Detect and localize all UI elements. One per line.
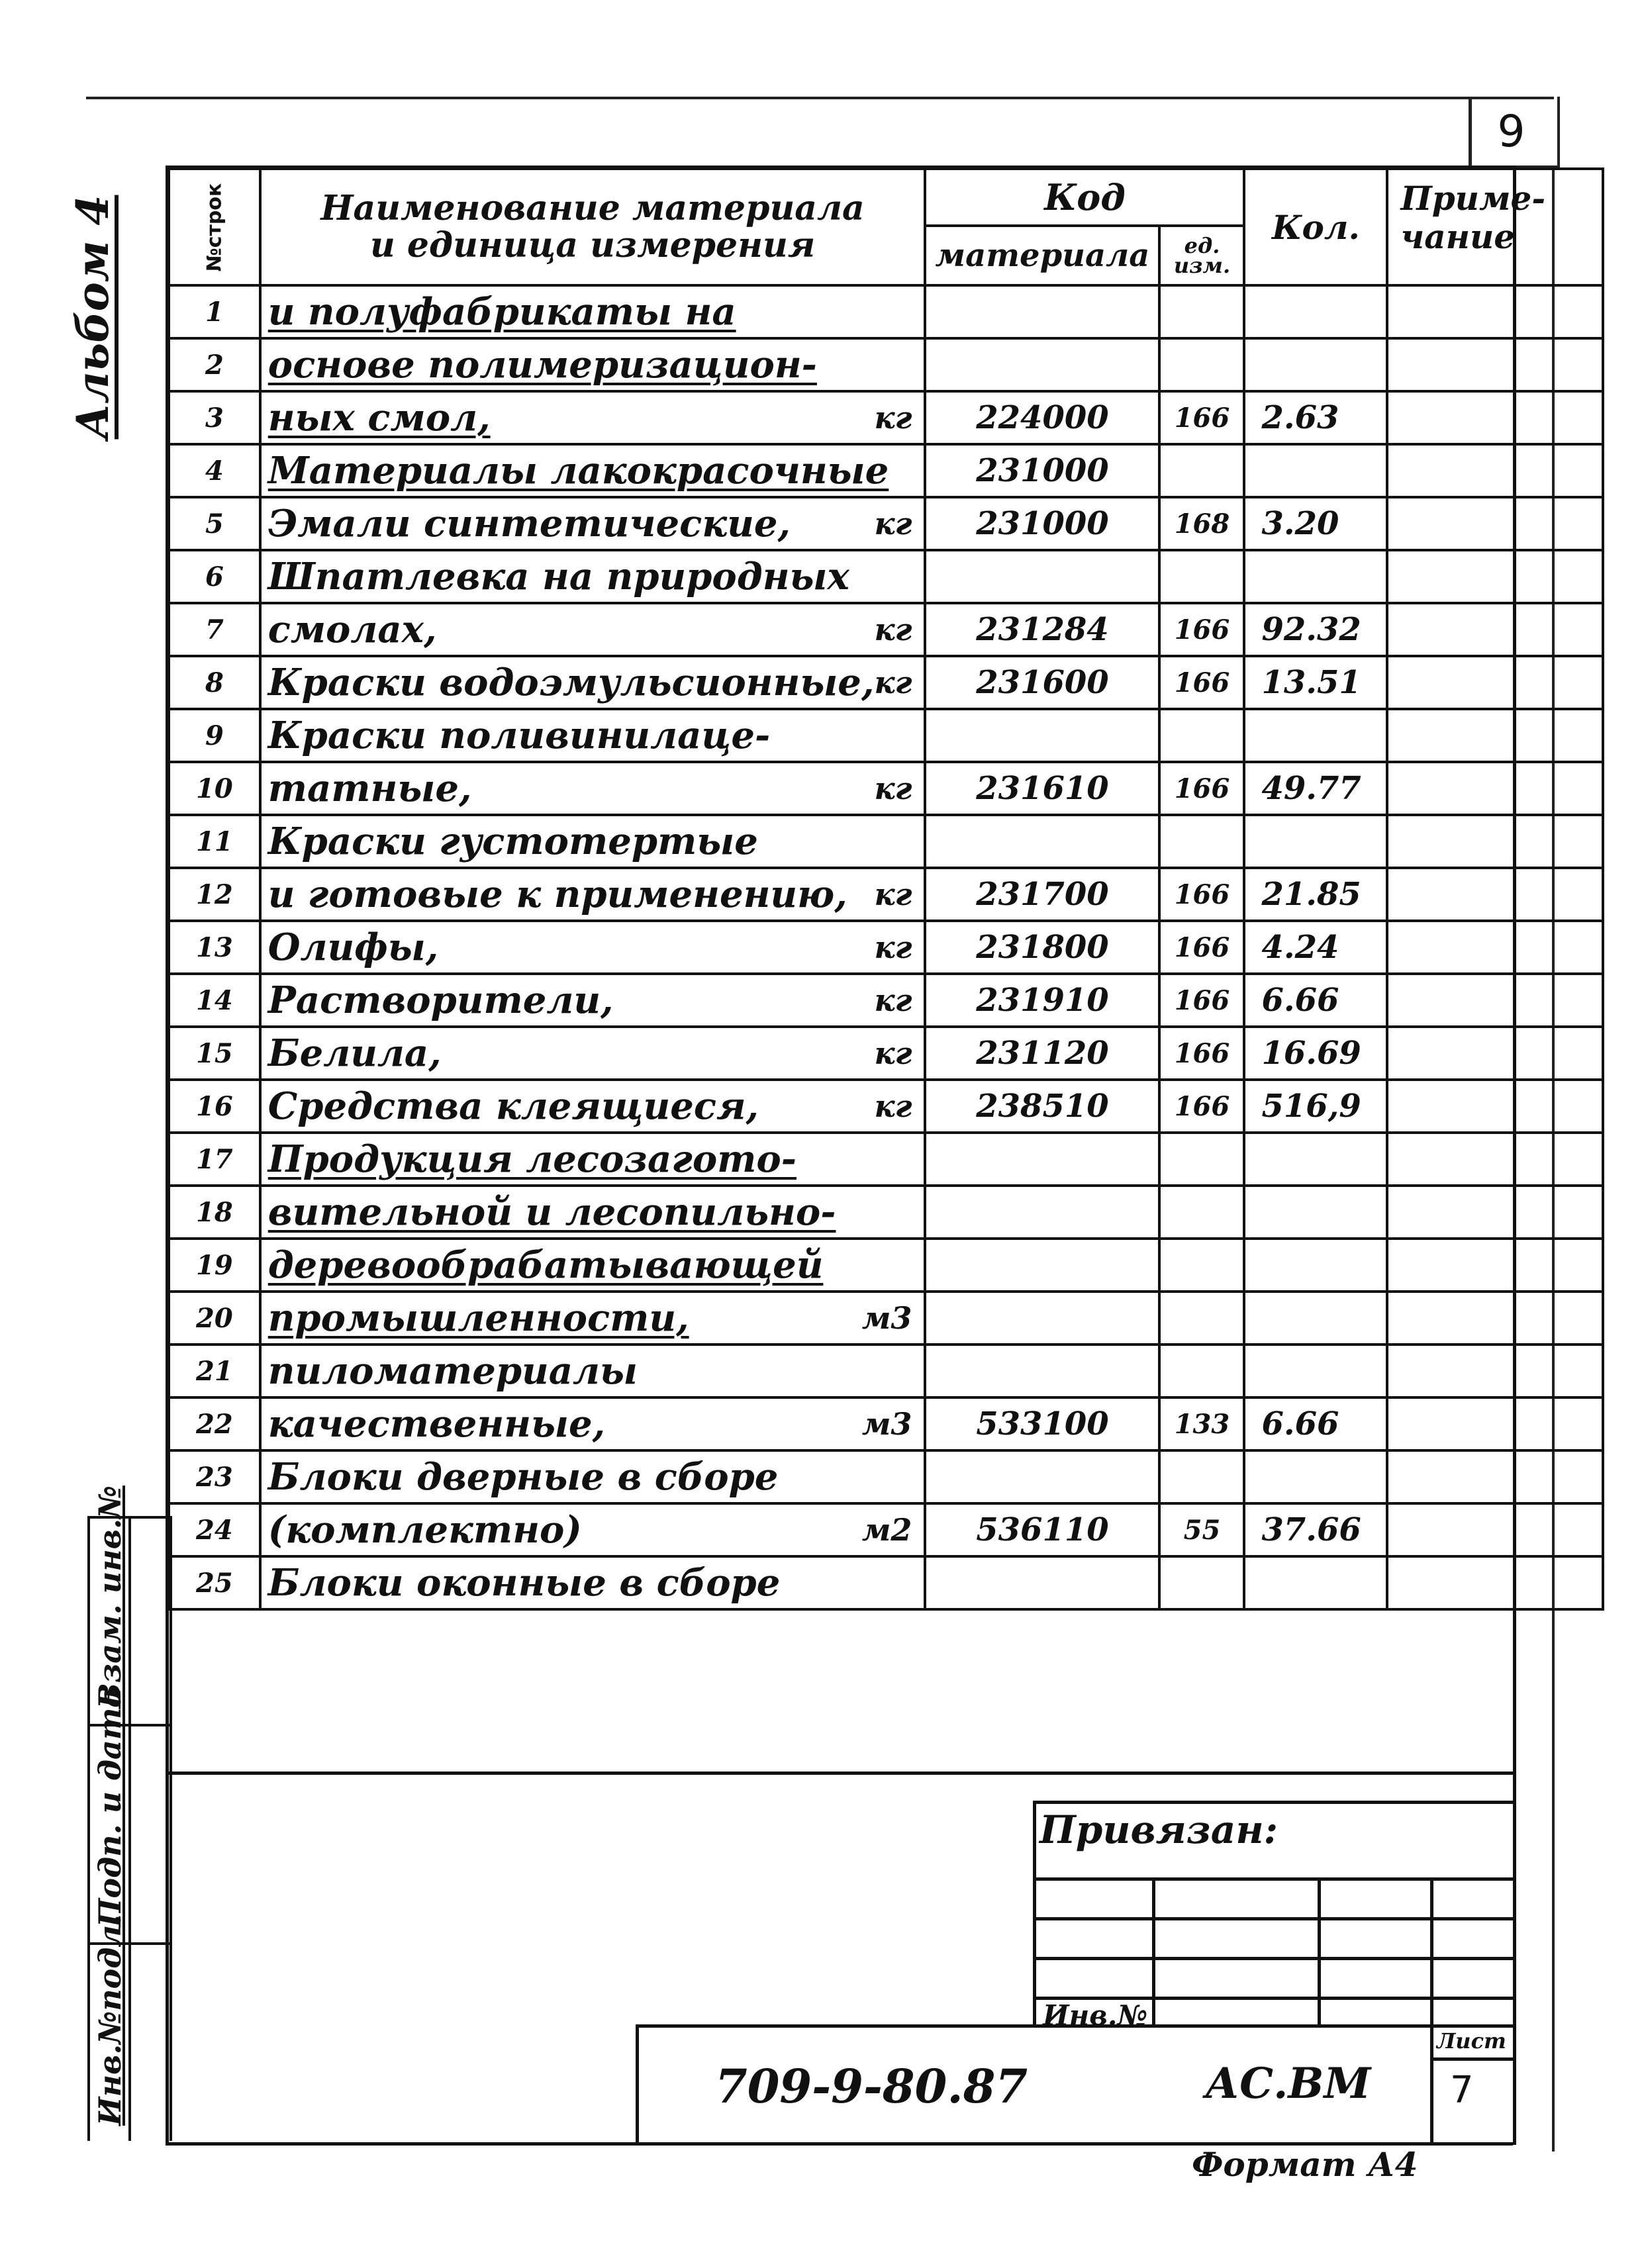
material-name-cell <box>260 709 926 762</box>
row-number: 14 <box>169 974 260 1027</box>
note-cell <box>1387 1027 1603 1080</box>
note-cell <box>1387 1503 1603 1556</box>
header-quantity: Кол. <box>1244 169 1387 285</box>
material-code <box>925 1186 1159 1239</box>
material-name-cell <box>260 1027 926 1080</box>
material-name: Краски густотертые <box>267 820 758 863</box>
table-row <box>169 1503 1603 1556</box>
row-number: 7 <box>169 603 260 656</box>
table-row <box>169 1133 1603 1186</box>
quantity <box>1244 338 1387 391</box>
material-name-cell <box>260 1397 926 1450</box>
quantity <box>1244 1292 1387 1345</box>
material-code <box>925 709 1159 762</box>
header-unit-code: ед. изм. <box>1159 226 1244 285</box>
measure-unit: кг <box>874 929 912 965</box>
material-name-cell <box>260 550 926 603</box>
table-row <box>169 1027 1603 1080</box>
material-name: качественные, <box>267 1402 606 1446</box>
measure-unit: кг <box>874 1088 912 1124</box>
note-cell <box>1387 974 1603 1027</box>
material-name: Блоки оконные в сборе <box>267 1561 781 1605</box>
quantity: 2.63 <box>1244 391 1387 444</box>
table-row <box>169 603 1603 656</box>
material-code <box>925 1292 1159 1345</box>
material-code <box>925 815 1159 868</box>
material-name: и готовые к применению, <box>267 873 847 916</box>
stamp-attach-left <box>1033 1801 1036 2026</box>
unit-code: 166 <box>1159 1080 1244 1133</box>
material-name: Продукция лесозагото- <box>267 1137 797 1181</box>
material-code <box>925 1133 1159 1186</box>
material-name: Эмали синтетические, <box>267 502 791 545</box>
material-code: 231910 <box>925 974 1159 1027</box>
measure-unit: кг <box>874 506 912 542</box>
material-name: и полуфабрикаты на <box>267 290 736 334</box>
stamp-attach-row1 <box>1033 1877 1513 1881</box>
quantity <box>1244 709 1387 762</box>
inventory-number-label: Инв.№ <box>1043 1999 1148 2032</box>
material-name-cell <box>260 603 926 656</box>
note-cell <box>1387 709 1603 762</box>
note-cell <box>1387 550 1603 603</box>
quantity: 49.77 <box>1244 762 1387 815</box>
material-name: Краски водоэмульсионные, <box>267 661 875 704</box>
quantity: 13.51 <box>1244 656 1387 709</box>
unit-code <box>1159 1556 1244 1609</box>
measure-unit: м3 <box>861 1300 912 1336</box>
material-code: 231000 <box>925 497 1159 550</box>
material-name: Олифы, <box>267 925 439 969</box>
material-name-cell <box>260 1186 926 1239</box>
side-stamp-column <box>87 1485 172 2141</box>
row-number: 10 <box>169 762 260 815</box>
unit-code <box>1159 1345 1244 1397</box>
material-code <box>925 338 1159 391</box>
quantity: 16.69 <box>1244 1027 1387 1080</box>
unit-code: 166 <box>1159 974 1244 1027</box>
quantity: 6.66 <box>1244 1397 1387 1450</box>
note-cell <box>1387 603 1603 656</box>
row-number: 11 <box>169 815 260 868</box>
material-name-cell <box>260 1133 926 1186</box>
stamp-attach-row3 <box>1033 1957 1513 1960</box>
material-name: (комплектно) <box>267 1508 582 1552</box>
material-name: основе полимеризацион- <box>267 343 817 387</box>
unit-code: 166 <box>1159 1027 1244 1080</box>
quantity <box>1244 550 1387 603</box>
quantity: 37.66 <box>1244 1503 1387 1556</box>
row-number: 17 <box>169 1133 260 1186</box>
material-code: 536110 <box>925 1503 1159 1556</box>
table-row <box>169 391 1603 444</box>
table-row <box>169 1186 1603 1239</box>
header-name: Наименование материала и единица измерения <box>260 169 926 285</box>
unit-code <box>1159 815 1244 868</box>
measure-unit: кг <box>874 982 912 1018</box>
row-number: 23 <box>169 1450 260 1503</box>
sheet-box-divider <box>1430 2057 1513 2061</box>
sheet-box-left <box>1430 2024 1433 2144</box>
material-name-cell <box>260 656 926 709</box>
note-cell <box>1387 497 1603 550</box>
note-cell <box>1387 1397 1603 1450</box>
table-row <box>169 762 1603 815</box>
stamp-attach-row2 <box>1033 1917 1513 1920</box>
row-number: 15 <box>169 1027 260 1080</box>
row-number: 6 <box>169 550 260 603</box>
measure-unit: м2 <box>861 1512 912 1548</box>
header-note: Приме- чание <box>1387 169 1603 285</box>
note-cell <box>1387 1345 1603 1397</box>
material-name-cell <box>260 974 926 1027</box>
row-number: 12 <box>169 868 260 921</box>
measure-unit: кг <box>874 771 912 806</box>
row-number: 21 <box>169 1345 260 1397</box>
material-code <box>925 1345 1159 1397</box>
table-row <box>169 1345 1603 1397</box>
stamp-sign-date: Подп. и дата <box>92 1687 128 1927</box>
material-code: 231120 <box>925 1027 1159 1080</box>
unit-code: 166 <box>1159 391 1244 444</box>
material-name: пиломатериалы <box>267 1349 638 1393</box>
unit-code: 55 <box>1159 1503 1244 1556</box>
unit-code: 166 <box>1159 762 1244 815</box>
unit-code: 166 <box>1159 656 1244 709</box>
table-row <box>169 815 1603 868</box>
table-row <box>169 868 1603 921</box>
header-code: Код <box>925 169 1244 226</box>
unit-code: 166 <box>1159 603 1244 656</box>
material-name: Краски поливинилаце- <box>267 714 771 757</box>
stamp-top-line <box>166 1772 1513 1775</box>
unit-code <box>1159 1133 1244 1186</box>
material-code <box>925 1239 1159 1292</box>
row-number: 3 <box>169 391 260 444</box>
table-row <box>169 1556 1603 1609</box>
material-name-cell <box>260 815 926 868</box>
row-number: 16 <box>169 1080 260 1133</box>
row-number: 2 <box>169 338 260 391</box>
table-row <box>169 1397 1603 1450</box>
table-row <box>169 285 1603 338</box>
row-number: 24 <box>169 1503 260 1556</box>
document-number: 709-9-80.87 <box>715 2059 1028 2114</box>
material-name-cell <box>260 338 926 391</box>
table-row <box>169 497 1603 550</box>
quantity <box>1244 815 1387 868</box>
table-row <box>169 921 1603 974</box>
material-name-cell <box>260 391 926 444</box>
header-row-number: №строк <box>169 169 260 285</box>
quantity <box>1244 444 1387 497</box>
stamp-attach-top <box>1033 1801 1513 1804</box>
format-label: Формат А4 <box>1192 2145 1418 2184</box>
measure-unit: кг <box>874 612 912 647</box>
table-row <box>169 550 1603 603</box>
row-number: 22 <box>169 1397 260 1450</box>
row-number: 20 <box>169 1292 260 1345</box>
material-code: 238510 <box>925 1080 1159 1133</box>
note-cell <box>1387 921 1603 974</box>
row-number: 5 <box>169 497 260 550</box>
row-number: 13 <box>169 921 260 974</box>
table-row <box>169 1450 1603 1503</box>
note-cell <box>1387 1450 1603 1503</box>
unit-code <box>1159 444 1244 497</box>
material-name-cell <box>260 1556 926 1609</box>
quantity <box>1244 1133 1387 1186</box>
measure-unit: кг <box>874 665 912 700</box>
measure-unit: кг <box>874 400 912 436</box>
note-cell <box>1387 868 1603 921</box>
material-name: Белила, <box>267 1031 442 1075</box>
quantity: 4.24 <box>1244 921 1387 974</box>
note-cell <box>1387 1186 1603 1239</box>
top-border-line <box>86 97 1554 99</box>
stamp-replaced-inv: Взам. инв.№ <box>92 1485 128 1709</box>
row-number: 18 <box>169 1186 260 1239</box>
material-name-cell <box>260 1450 926 1503</box>
note-cell <box>1387 1080 1603 1133</box>
title-block-left <box>636 2024 639 2144</box>
note-cell <box>1387 1556 1603 1609</box>
material-name: Материалы лакокрасочные <box>267 449 889 493</box>
material-code: 231610 <box>925 762 1159 815</box>
material-code <box>925 550 1159 603</box>
page-number: 9 <box>1497 105 1525 157</box>
quantity <box>1244 1450 1387 1503</box>
note-cell <box>1387 1292 1603 1345</box>
material-name: Растворители, <box>267 978 614 1022</box>
quantity: 516,9 <box>1244 1080 1387 1133</box>
material-name: Средства клеящиеся, <box>267 1084 759 1128</box>
quantity <box>1244 1556 1387 1609</box>
note-cell <box>1387 391 1603 444</box>
material-name-cell <box>260 1080 926 1133</box>
note-cell <box>1387 815 1603 868</box>
row-number: 9 <box>169 709 260 762</box>
note-cell <box>1387 338 1603 391</box>
document-name: АС.ВМ <box>1205 2059 1371 2108</box>
material-name: вительной и лесопильно- <box>267 1190 836 1234</box>
material-name-cell <box>260 1292 926 1345</box>
material-code: 231800 <box>925 921 1159 974</box>
material-code <box>925 285 1159 338</box>
quantity: 21.85 <box>1244 868 1387 921</box>
material-code: 224000 <box>925 391 1159 444</box>
quantity: 3.20 <box>1244 497 1387 550</box>
materials-table <box>168 167 1604 1611</box>
material-code: 231000 <box>925 444 1159 497</box>
row-number: 8 <box>169 656 260 709</box>
material-name-cell <box>260 1503 926 1556</box>
material-code: 231600 <box>925 656 1159 709</box>
material-code <box>925 1450 1159 1503</box>
material-name: ных смол, <box>267 396 491 440</box>
unit-code <box>1159 1292 1244 1345</box>
stamp-inv-original: Инв.№подл. <box>92 1914 128 2126</box>
stamp-attach-col3 <box>1430 1877 1433 2026</box>
note-cell <box>1387 285 1603 338</box>
attached-label: Привязан: <box>1039 1807 1279 1852</box>
header-material-code: материала <box>925 226 1159 285</box>
note-cell <box>1387 762 1603 815</box>
material-code: 231284 <box>925 603 1159 656</box>
note-cell <box>1387 656 1603 709</box>
measure-unit: м3 <box>861 1406 912 1442</box>
note-cell <box>1387 444 1603 497</box>
quantity <box>1244 1345 1387 1397</box>
unit-code <box>1159 1450 1244 1503</box>
material-code <box>925 1556 1159 1609</box>
quantity <box>1244 285 1387 338</box>
row-number: 19 <box>169 1239 260 1292</box>
material-name: промышленности, <box>267 1296 689 1340</box>
material-name-cell <box>260 762 926 815</box>
table-row <box>169 1239 1603 1292</box>
unit-code: 168 <box>1159 497 1244 550</box>
table-row <box>169 709 1603 762</box>
note-cell <box>1387 1133 1603 1186</box>
material-name-cell <box>260 497 926 550</box>
material-name-cell <box>260 285 926 338</box>
unit-code <box>1159 709 1244 762</box>
stamp-attach-col1 <box>1152 1877 1155 2026</box>
sheet-number: 7 <box>1450 2069 1474 2112</box>
material-name: деревообрабатывающей <box>267 1243 824 1287</box>
table-row <box>169 656 1603 709</box>
material-name: Блоки дверные в сборе <box>267 1455 779 1499</box>
unit-code <box>1159 1186 1244 1239</box>
unit-code <box>1159 285 1244 338</box>
material-code: 533100 <box>925 1397 1159 1450</box>
unit-code: 133 <box>1159 1397 1244 1450</box>
material-name: татные, <box>267 767 472 810</box>
row-number: 25 <box>169 1556 260 1609</box>
material-code: 231700 <box>925 868 1159 921</box>
table-row <box>169 1292 1603 1345</box>
stamp-attach-col2 <box>1318 1877 1321 2026</box>
unit-code <box>1159 338 1244 391</box>
unit-code: 166 <box>1159 868 1244 921</box>
table-row <box>169 338 1603 391</box>
table-row <box>169 974 1603 1027</box>
quantity: 6.66 <box>1244 974 1387 1027</box>
unit-code: 166 <box>1159 921 1244 974</box>
sheet-label: Лист <box>1437 2028 1506 2054</box>
table-row <box>169 1080 1603 1133</box>
quantity: 92.32 <box>1244 603 1387 656</box>
table-row <box>169 444 1603 497</box>
row-number: 4 <box>169 444 260 497</box>
title-block-top <box>636 2024 1513 2028</box>
material-name-cell <box>260 1239 926 1292</box>
material-name-cell <box>260 1345 926 1397</box>
measure-unit: кг <box>874 876 912 912</box>
unit-code <box>1159 1239 1244 1292</box>
quantity <box>1244 1239 1387 1292</box>
row-number: 1 <box>169 285 260 338</box>
note-cell <box>1387 1239 1603 1292</box>
material-name-cell <box>260 921 926 974</box>
unit-code <box>1159 550 1244 603</box>
material-name-cell <box>260 444 926 497</box>
quantity <box>1244 1186 1387 1239</box>
material-name-cell <box>260 868 926 921</box>
material-name: смолах, <box>267 608 437 651</box>
measure-unit: кг <box>874 1035 912 1071</box>
material-name: Шпатлевка на природных <box>267 555 849 598</box>
